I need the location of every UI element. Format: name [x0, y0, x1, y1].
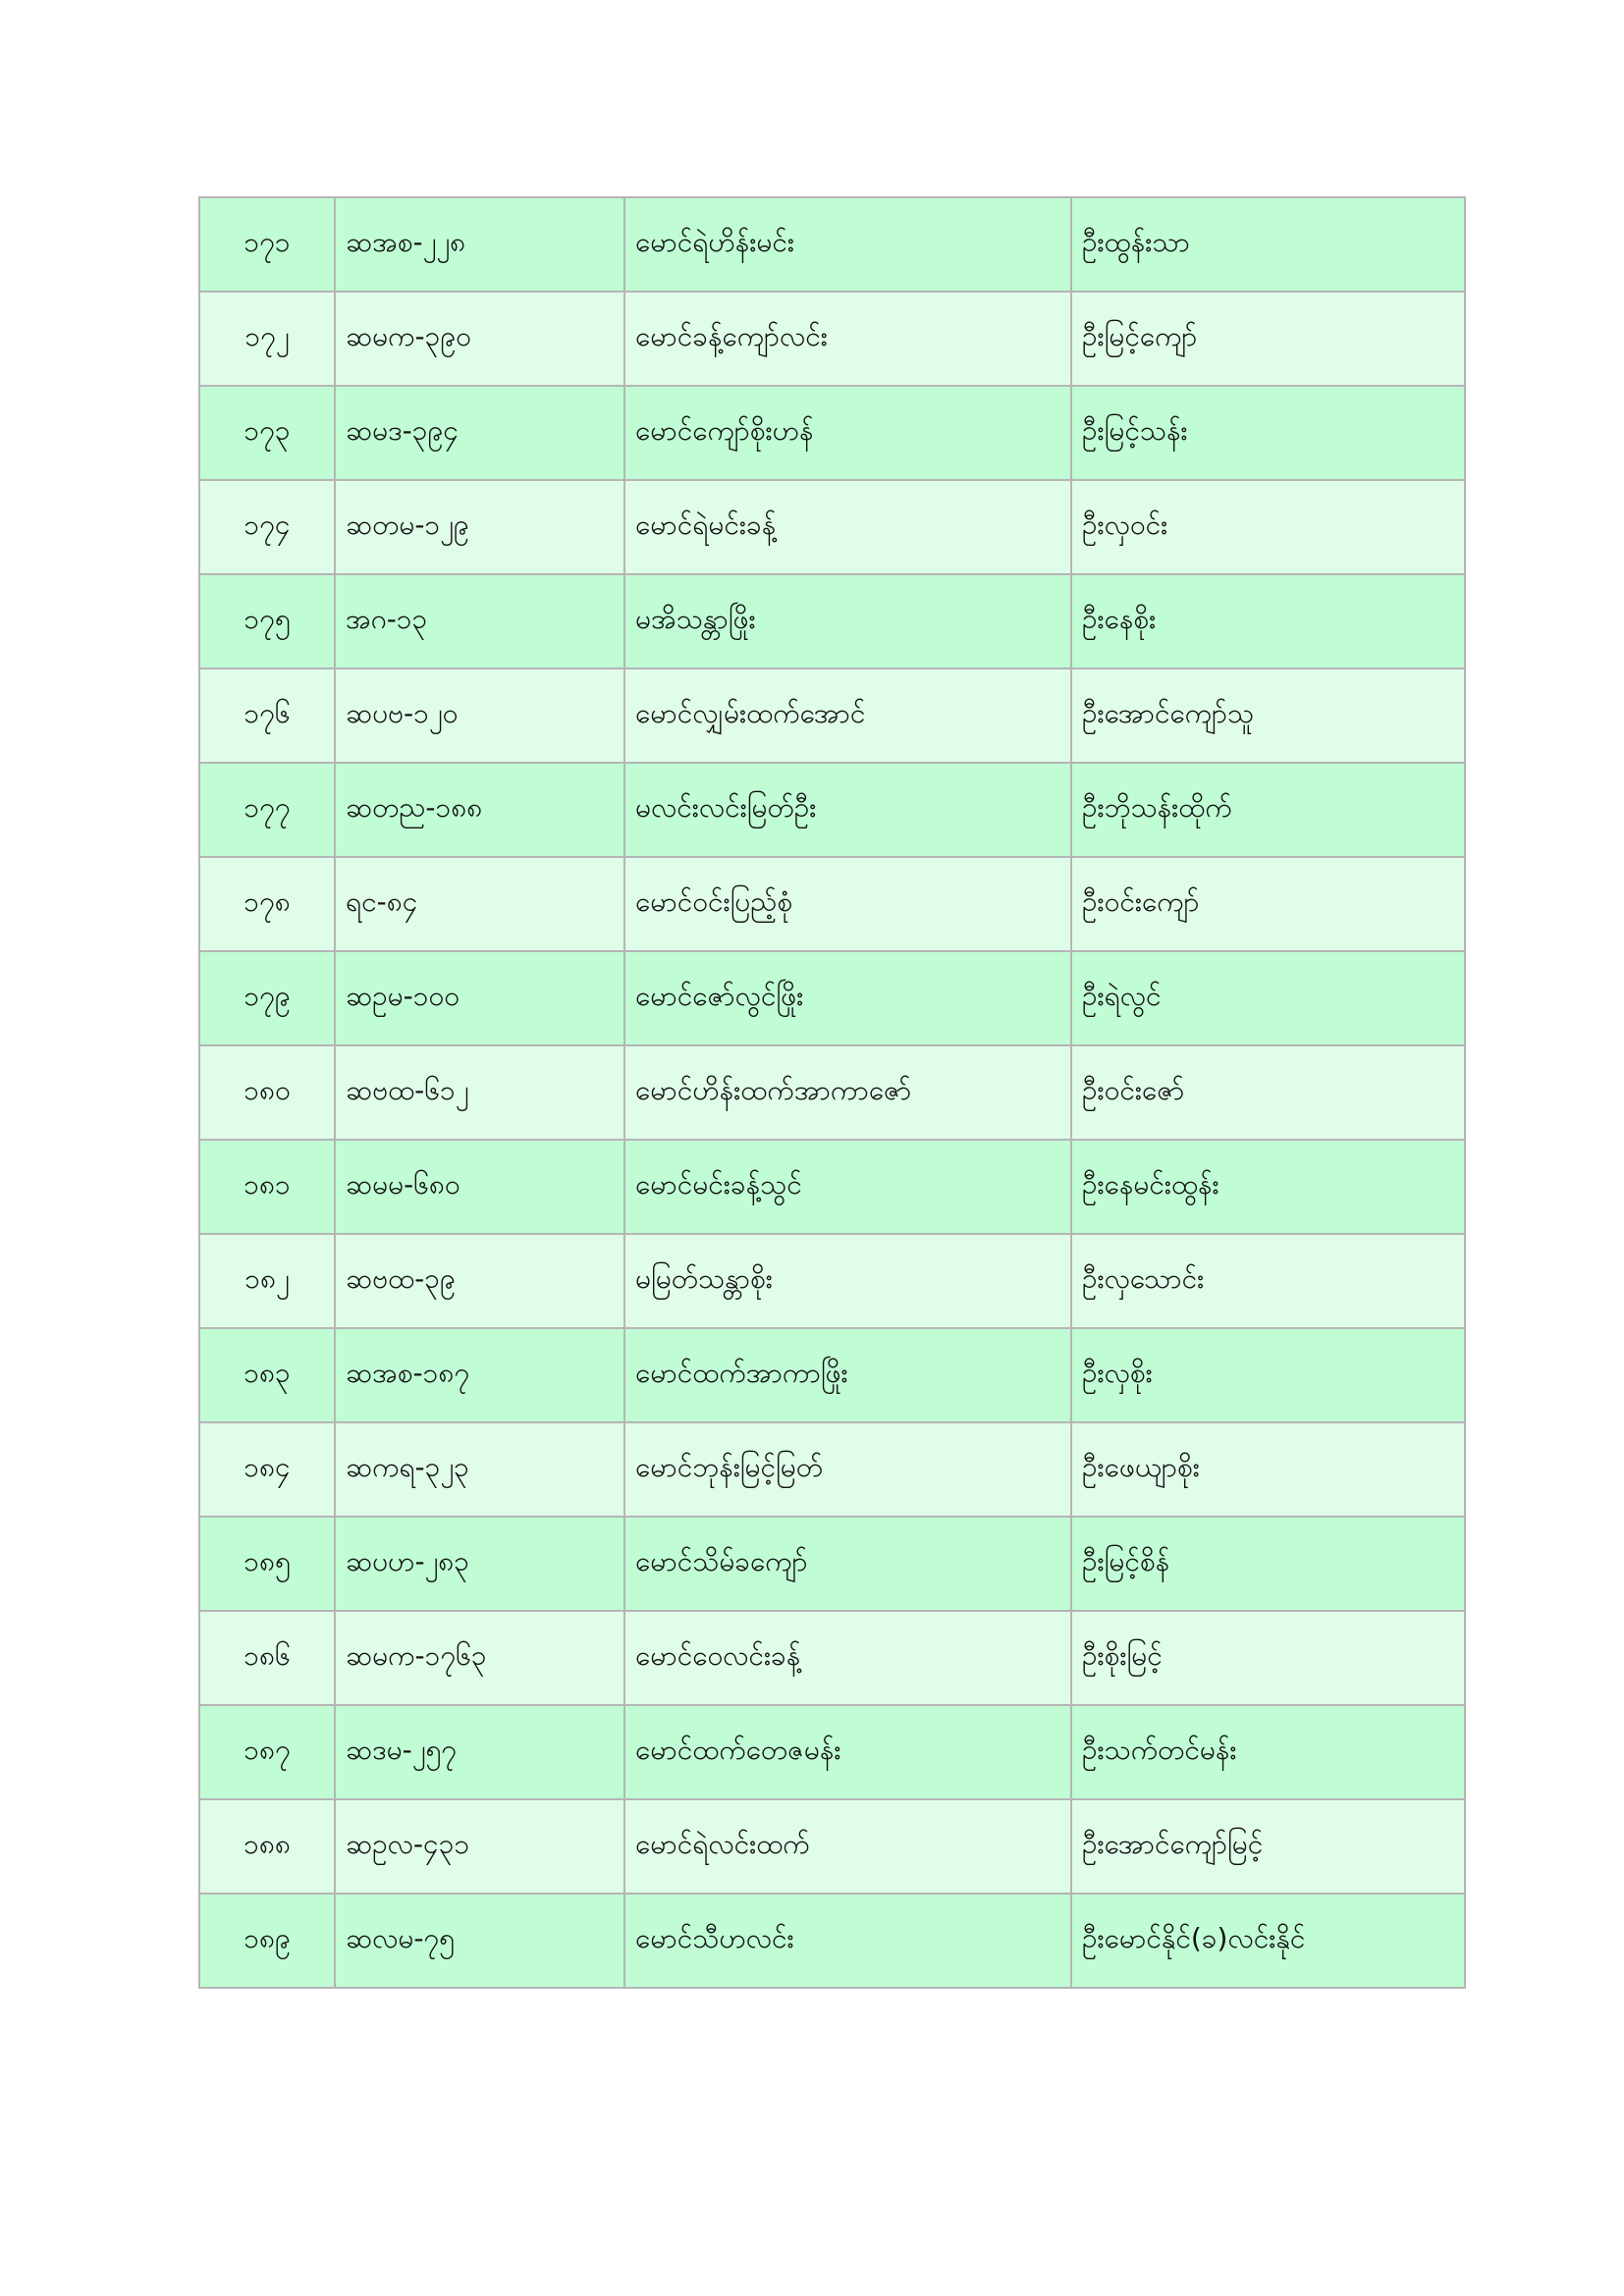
student-name: မောင်သိမ်ခကျော် [624, 1517, 1071, 1611]
student-name: မောင်ခန့်ကျော်လင်း [624, 292, 1071, 386]
registration-code: ဆကရ-၃၂၃ [335, 1422, 624, 1517]
row-number: ၁၈၉ [199, 1894, 335, 1988]
registration-code: ဆလမ-၇၅ [335, 1894, 624, 1988]
student-name: မောင်ဇော်လွင်ဖြိုး [624, 951, 1071, 1045]
father-name: ဦးထွန်းသာ [1071, 197, 1465, 292]
table-row [199, 1328, 1465, 1422]
registration-code: ဆအစ-၁၈၇ [335, 1328, 624, 1422]
student-name: မောင်သီဟလင်း [624, 1894, 1071, 1988]
table-row [199, 1517, 1465, 1611]
registration-code: ဆဗထ-၆၁၂ [335, 1045, 624, 1140]
father-name: ဦးလှဝင်း [1071, 480, 1465, 574]
row-number: ၁၈၃ [199, 1328, 335, 1422]
father-name: ဦးဝင်းဇော် [1071, 1045, 1465, 1140]
student-name: မောင်မင်းခန့်သွင် [624, 1140, 1071, 1234]
registration-code: ဆဥမ-၁၀၀ [335, 951, 624, 1045]
table-row [199, 197, 1465, 292]
row-number: ၁၇၆ [199, 668, 335, 763]
row-number: ၁၈၁ [199, 1140, 335, 1234]
row-number: ၁၇၃ [199, 386, 335, 480]
registration-code: ဆဗထ-၃၉ [335, 1234, 624, 1328]
father-name: ဦးလှသောင်း [1071, 1234, 1465, 1328]
table-row [199, 574, 1465, 668]
table-row [199, 668, 1465, 763]
student-name: မောင်ထက်တေဇမန်း [624, 1705, 1071, 1799]
row-number: ၁၇၈ [199, 857, 335, 951]
father-name: ဦးဘိုသန်းထိုက် [1071, 763, 1465, 857]
table-row [199, 386, 1465, 480]
table-row [199, 480, 1465, 574]
father-name: ဦးအောင်ကျော်မြင့် [1071, 1799, 1465, 1894]
father-name: ဦးနေစိုး [1071, 574, 1465, 668]
registration-code: ဆမဒ-၃၉၄ [335, 386, 624, 480]
table-row [199, 1611, 1465, 1705]
student-name: မောင်ထက်အာကာဖြိုး [624, 1328, 1071, 1422]
student-name: မောင်ဝေလင်းခန့် [624, 1611, 1071, 1705]
registration-code: ဆဒမ-၂၅၇ [335, 1705, 624, 1799]
table-row [199, 857, 1465, 951]
father-name: ဦးအောင်ကျော်သူ [1071, 668, 1465, 763]
student-name: မောင်ရဲလင်းထက် [624, 1799, 1071, 1894]
table-row [199, 1799, 1465, 1894]
registration-code: ဆမက-၃၉၀ [335, 292, 624, 386]
registration-code: ဆဥလ-၄၃၁ [335, 1799, 624, 1894]
registration-code: ဆအစ-၂၂၈ [335, 197, 624, 292]
row-number: ၁၇၂ [199, 292, 335, 386]
row-number: ၁၈၄ [199, 1422, 335, 1517]
row-number: ၁၈၂ [199, 1234, 335, 1328]
table-row [199, 1705, 1465, 1799]
registration-code: ဆတည-၁၈၈ [335, 763, 624, 857]
father-name: ဦးဝင်းကျော် [1071, 857, 1465, 951]
table-row [199, 1140, 1465, 1234]
table-row [199, 951, 1465, 1045]
table-row [199, 1894, 1465, 1988]
student-name: မောင်လျှမ်းထက်အောင် [624, 668, 1071, 763]
roster-table [198, 196, 1466, 1989]
row-number: ၁၇၅ [199, 574, 335, 668]
roster-table-body [199, 197, 1465, 1988]
registration-code: အဂ-၁၃ [335, 574, 624, 668]
registration-code: ရင-၈၄ [335, 857, 624, 951]
student-name: မောင်ဘုန်းမြင့်မြတ် [624, 1422, 1071, 1517]
row-number: ၁၇၁ [199, 197, 335, 292]
row-number: ၁၈၅ [199, 1517, 335, 1611]
father-name: ဦးမြင့်စိန် [1071, 1517, 1465, 1611]
father-name: ဦးရဲလွင် [1071, 951, 1465, 1045]
father-name: ဦးဖေယျာစိုး [1071, 1422, 1465, 1517]
row-number: ၁၈၆ [199, 1611, 335, 1705]
registration-code: ဆမမ-၆၈၀ [335, 1140, 624, 1234]
father-name: ဦးမောင်နိုင်(ခ)လင်းနိုင် [1071, 1894, 1465, 1988]
student-name: မောင်ရဲဟိန်းမင်း [624, 197, 1071, 292]
father-name: ဦးစိုးမြင့် [1071, 1611, 1465, 1705]
student-name: မောင်ဟိန်းထက်အာကာဇော် [624, 1045, 1071, 1140]
registration-code: ဆပဗ-၁၂၀ [335, 668, 624, 763]
row-number: ၁၈၇ [199, 1705, 335, 1799]
row-number: ၁၇၄ [199, 480, 335, 574]
table-row [199, 1234, 1465, 1328]
table-row [199, 763, 1465, 857]
table-row [199, 1422, 1465, 1517]
father-name: ဦးလှစိုး [1071, 1328, 1465, 1422]
student-name: မအိသန္တာဖြိုး [624, 574, 1071, 668]
student-name: မောင်ရဲမင်းခန့် [624, 480, 1071, 574]
father-name: ဦးမြင့်ကျော် [1071, 292, 1465, 386]
student-name: မမြတ်သန္တာစိုး [624, 1234, 1071, 1328]
father-name: ဦးသက်တင်မန်း [1071, 1705, 1465, 1799]
row-number: ၁၇၉ [199, 951, 335, 1045]
father-name: ဦးနေမင်းထွန်း [1071, 1140, 1465, 1234]
student-name: မောင်ဝင်းပြည့်စုံ [624, 857, 1071, 951]
row-number: ၁၇၇ [199, 763, 335, 857]
registration-code: ဆမက-၁၇၆၃ [335, 1611, 624, 1705]
table-row [199, 292, 1465, 386]
registration-code: ဆပဟ-၂၈၃ [335, 1517, 624, 1611]
row-number: ၁၈၀ [199, 1045, 335, 1140]
row-number: ၁၈၈ [199, 1799, 335, 1894]
student-name: မောင်ကျော်စိုးဟန် [624, 386, 1071, 480]
table-row [199, 1045, 1465, 1140]
registration-code: ဆတမ-၁၂၉ [335, 480, 624, 574]
student-name: မလင်းလင်းမြတ်ဦး [624, 763, 1071, 857]
father-name: ဦးမြင့်သန်း [1071, 386, 1465, 480]
